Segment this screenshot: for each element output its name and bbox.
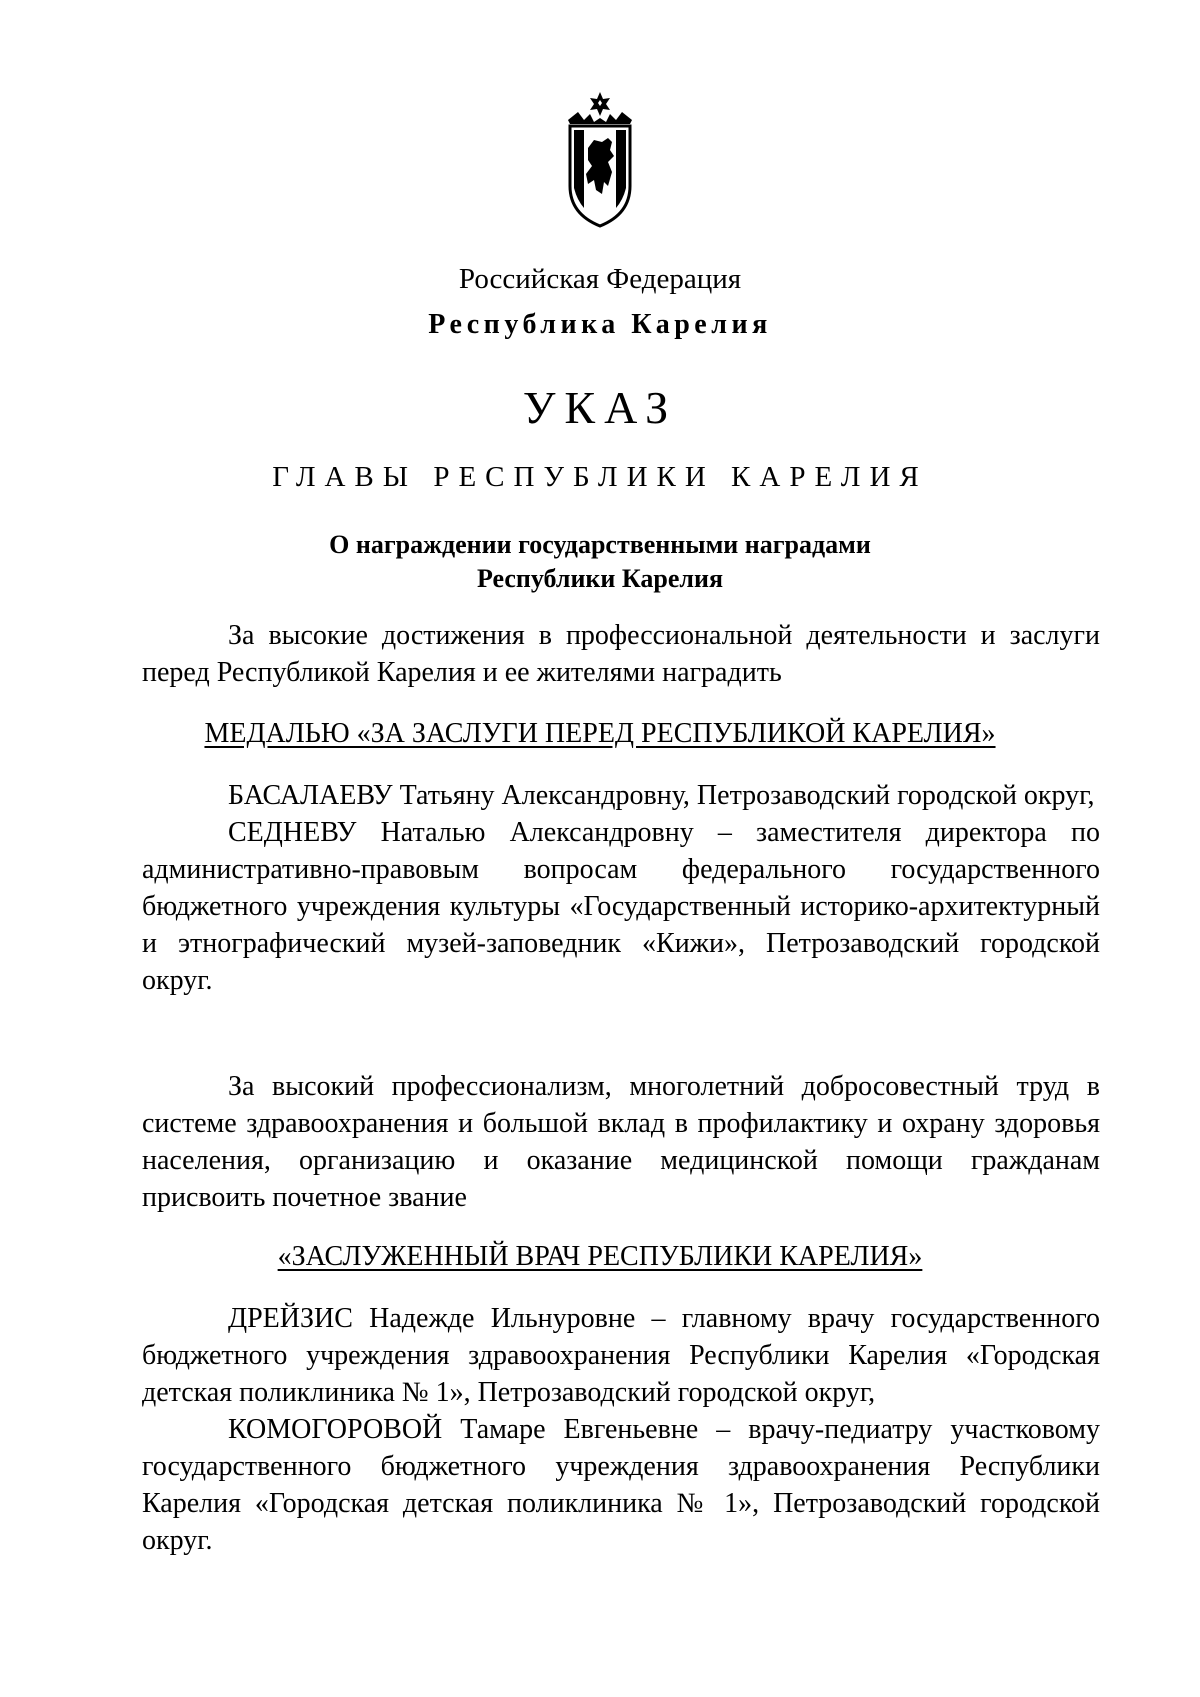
federation-title: Российская Федерация	[458, 263, 742, 295]
section2-intro-block	[142, 1068, 1100, 1216]
section2-intro: За высокий профессионализм, многолетний добросовестный труд в системе здравоохранения и большой вклад в профилактику и охрану здоровья населения, организацию и оказание медицинской помощи гражданам присвоить почетное звание	[142, 1071, 1100, 1213]
recipient-paragraph: КОМОГОРОВОЙ Тамаре Евгеньевне – врачу-педиатру участковому государственного бюджетного учреждения здравоохранения Республики Карелия «Городская детская поликлиника № 1», Петрозаводский городской округ.	[142, 1414, 1100, 1556]
section1-award-title: МЕДАЛЬЮ «ЗА ЗАСЛУГИ ПЕРЕД РЕСПУБЛИКОЙ КАРЕЛИЯ»	[204, 718, 996, 749]
section2-award-title: «ЗАСЛУЖЕННЫЙ ВРАЧ РЕСПУБЛИКИ КАРЕЛИЯ»	[277, 1241, 923, 1272]
section1-intro: За высокие достижения в профессиональной деятельности и заслуги перед Республикой Карелия и ее жителями наградить	[142, 620, 1100, 688]
section1-intro-block	[142, 617, 1100, 691]
recipient-paragraph: ДРЕЙЗИС Надежде Ильнуровне – главному врачу государственного бюджетного учреждения здравоохранения Республики Карелия «Городская детская поликлиника № 1», Петрозаводский городской округ,	[142, 1303, 1100, 1408]
coat-of-arms-icon	[564, 90, 636, 230]
republic-title: Республика Карелия	[428, 309, 772, 340]
subject-line-1: О награждении государственными наградами	[329, 530, 871, 559]
recipient-paragraph: БАСАЛАЕВУ Татьяну Александровну, Петрозаводский городской округ,	[228, 780, 1095, 811]
decree-subject	[0, 528, 1200, 596]
issuer-title: ГЛАВЫ РЕСПУБЛИКИ КАРЕЛИЯ	[272, 461, 928, 493]
section2-recipients	[142, 1300, 1100, 1559]
section1-recipients	[142, 777, 1100, 999]
recipient-paragraph: СЕДНЕВУ Наталью Александровну – заместителя директора по административно-правовым вопросам федерального государственного бюджетного учреждения культуры «Государственный историко-архитектурный и этнографический музей-заповедник «Кижи», Петрозаводский городской округ.	[142, 817, 1100, 996]
subject-line-2: Республики Карелия	[476, 564, 724, 593]
document-type: УКАЗ	[522, 382, 678, 433]
